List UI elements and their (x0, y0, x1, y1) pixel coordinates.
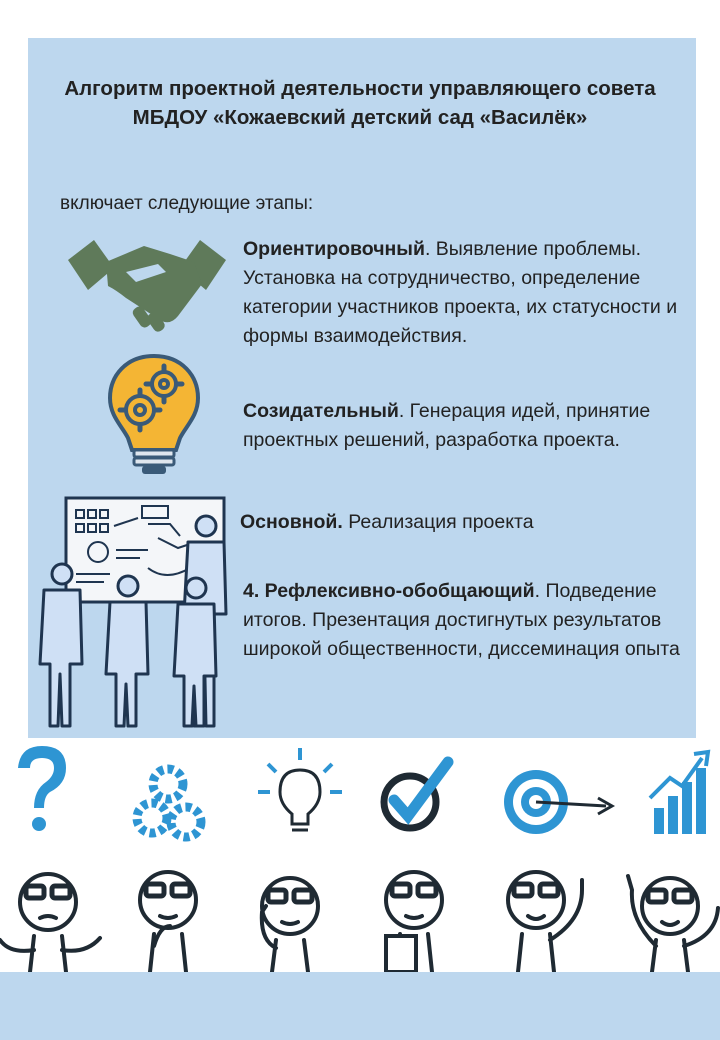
page-title: Алгоритм проектной деятельности управляющего совета МБДОУ «Кожаевский детский сад «Василёк» (64, 77, 656, 129)
gears-icon (137, 769, 201, 837)
intro-text: включает следующие этапы: (60, 193, 314, 214)
stage-name: Созидательный (243, 400, 399, 422)
question-mark-icon (18, 746, 66, 831)
checkmark-icon (384, 762, 448, 828)
stage-text: . Подведение итогов. Презентация достигнутых результатов широкой общественности, диссеминация опыта (243, 580, 680, 660)
stage-name: Ориентировочный (243, 238, 425, 260)
stage-text: . Выявление проблемы. Установка на сотрудничество, определение категории участников проекта, их статусности и формы взаимодействия. (243, 238, 678, 347)
stage-name: 4. Рефлексивно-обобщающий (243, 580, 535, 602)
idea-bulb-gears-icon (106, 352, 202, 478)
bottom-band (0, 972, 720, 1040)
stage-creative (243, 397, 683, 455)
target-icon (504, 770, 612, 834)
team-planning-board-icon (30, 494, 236, 730)
handshake-icon (66, 232, 228, 334)
stage-main (240, 508, 680, 537)
bottom-illustration (0, 740, 720, 972)
stage-reflective (243, 577, 693, 664)
lightbulb-icon (258, 748, 342, 830)
growth-chart-icon (650, 752, 708, 834)
stage-text: Реализация проекта (342, 511, 534, 533)
stage-name: Основной. (240, 511, 343, 533)
stage-orienting (243, 235, 693, 351)
stage-text: . Генерация идей, принятие проектных решений, разработка проекта. (243, 400, 651, 451)
